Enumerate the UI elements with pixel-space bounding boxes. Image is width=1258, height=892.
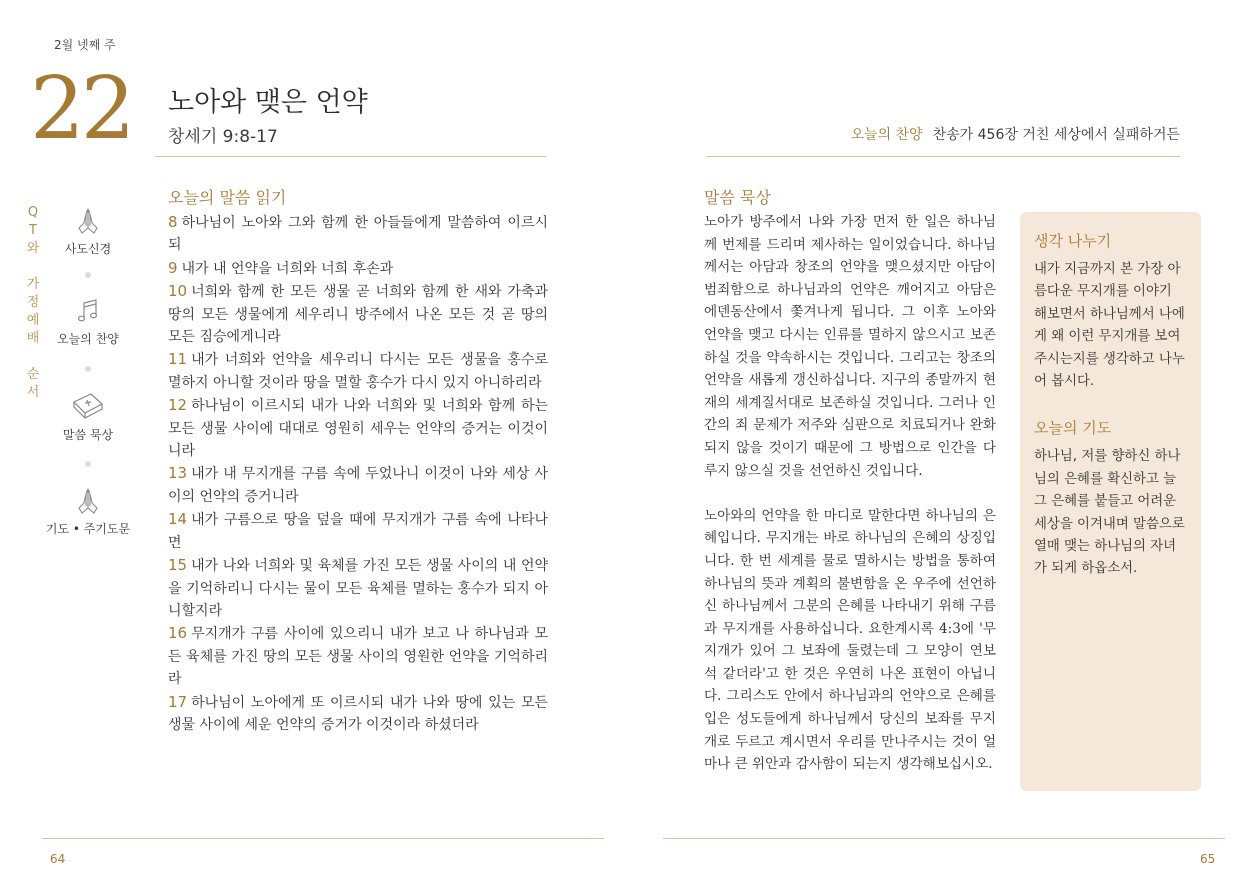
meditation-heading: 말씀 묵상 bbox=[704, 188, 771, 207]
verse-number: 8 bbox=[168, 213, 178, 231]
meditation-paragraph: 노아와의 언약을 한 마디로 말한다면 하나님의 은혜입니다. 무지개는 바로 하나님의 은혜의 상징입니다. 한 번 세계를 물로 멸하시는 방법을 통하여 하나님의 뜻과 계획의 불변함을 온 우주에 선언하신 하나님께서 그분의 은혜를 나타내기 위해 구름과 무지개를 사용하십니다. 요한계시록 4:3에 '무지개가 있어 그 보좌에 둘렸는데 그 모양이 연보석 같더라'고 한 것은 우연히 나온 표현이 아닙니다. 그리스도 안에서 하나님과의 언약으로 은혜를 입은 성도들에게 하나님께서 당신의 보좌를 무지개로 두르고 계시면서 우리를 만나주시는 것이 얼마나 큰 위안과 감사함이 되는지 생각해보십시오. bbox=[704, 507, 996, 773]
day-number: 22 bbox=[30, 59, 132, 159]
verse-text: 하나님이 이르시되 내가 나와 너희와 및 너희와 함께 하는 모든 생물 사이에 대대로 영원히 세우는 언약의 증거는 이것이니라 bbox=[168, 398, 548, 460]
verse bbox=[168, 211, 548, 257]
page-title: 노아와 맺은 언약 bbox=[168, 87, 368, 118]
verse-text: 내가 나와 너희와 및 육체를 가진 모든 생물 사이의 내 언약을 기억하리니 다시는 물이 모든 육체를 멸하는 홍수가 되지 아니할지라 bbox=[168, 558, 548, 619]
verse-text: 무지개가 구름 사이에 있으리니 내가 보고 나 하나님과 모든 육체를 가진 땅의 모든 생물 사이의 영원한 언약을 기억하리라 bbox=[168, 626, 548, 688]
verse bbox=[168, 394, 548, 462]
verse bbox=[168, 280, 548, 348]
prayer-text: 하나님, 저를 향하신 하나님의 은혜를 확신하고 늘 그 은혜를 붙들고 어려운 세상을 이겨내며 말씀으로 열매 맺는 하나님의 자녀가 되게 하옵소서. bbox=[1034, 449, 1185, 577]
header-rule-right bbox=[706, 156, 1180, 157]
sharing-heading: 생각 나누기 bbox=[1034, 232, 1112, 250]
vertical-label-char: 서 bbox=[26, 385, 40, 400]
hymn-text: 찬송가 456장 거친 세상에서 실패하거든 bbox=[932, 127, 1180, 143]
verse-text: 너희와 함께 한 모든 생물 곧 너희와 함께 한 새와 가축과 땅의 모든 생물에게 세우리니 방주에서 나온 모든 것 곧 땅의 모든 짐승에게니라 bbox=[168, 284, 548, 346]
vertical-label-char: 예 bbox=[26, 313, 40, 328]
vertical-label-char bbox=[26, 258, 40, 276]
music-note-icon bbox=[73, 296, 103, 326]
verse-number: 11 bbox=[168, 350, 188, 369]
sidebar-item-label: 기도 • 주기도문 bbox=[45, 522, 131, 536]
vertical-label-char: 배 bbox=[26, 331, 40, 346]
verse bbox=[168, 508, 548, 554]
bible-icon bbox=[71, 390, 105, 422]
verse-number: 10 bbox=[168, 282, 188, 301]
praying-hands-icon bbox=[73, 486, 103, 516]
verse-text: 하나님이 노아와 그와 함께 한 아들들에게 말씀하여 이르시되 bbox=[168, 215, 548, 254]
verse bbox=[168, 462, 548, 508]
vertical-label-char: 정 bbox=[26, 295, 40, 310]
verse-text: 하나님이 노아에게 또 이르시되 내가 나와 땅에 있는 모든 생물 사이에 세운 언약의 증거가 이것이라 하셨더라 bbox=[168, 694, 548, 733]
sharing-prayer-box bbox=[1020, 212, 1201, 791]
vertical-label-char bbox=[26, 348, 40, 366]
verse-number: 12 bbox=[168, 396, 188, 415]
sidebar-dot bbox=[85, 461, 91, 467]
verse-text: 내가 구름으로 땅을 덮을 때에 무지개가 구름 속에 나타나면 bbox=[168, 512, 548, 551]
vertical-label-char: Q bbox=[27, 205, 39, 220]
verse-number: 17 bbox=[168, 692, 188, 711]
sidebar-item-prayer bbox=[38, 486, 138, 537]
verse-text: 내가 너희와 언약을 세우리니 다시는 모든 생물을 홍수로 멸하지 아니할 것이라 땅을 멸할 홍수가 다시 있지 아니하리라 bbox=[168, 352, 548, 391]
vertical-label-char: 순 bbox=[26, 367, 40, 382]
meditation-text bbox=[704, 211, 996, 776]
verse bbox=[168, 257, 548, 280]
prayer-heading: 오늘의 기도 bbox=[1034, 419, 1112, 438]
verse-text: 내가 내 언약을 너희와 너희 후손과 bbox=[181, 260, 394, 277]
verse-number: 13 bbox=[168, 464, 188, 483]
verse bbox=[168, 348, 548, 394]
hymn-label: 오늘의 찬양 bbox=[850, 127, 923, 143]
header-rule-left bbox=[155, 156, 546, 157]
verse bbox=[168, 622, 548, 690]
sidebar-item-apostles-creed bbox=[38, 206, 138, 257]
vertical-label-char: 가 bbox=[26, 277, 40, 292]
scripture-reference: 창세기 9:8-17 bbox=[168, 127, 278, 147]
todays-hymn bbox=[851, 124, 1180, 144]
vertical-label-char: 와 bbox=[26, 241, 40, 256]
page-number-right: 65 bbox=[1200, 852, 1216, 866]
verse-number: 14 bbox=[168, 510, 188, 529]
sidebar-dot bbox=[85, 366, 91, 372]
sidebar-item-label: 오늘의 찬양 bbox=[57, 332, 119, 346]
page-number-left: 64 bbox=[50, 852, 66, 866]
sidebar-item-label: 사도신경 bbox=[64, 242, 112, 256]
praying-hands-icon bbox=[73, 206, 103, 236]
sidebar-dot bbox=[85, 272, 91, 278]
verse-text: 내가 내 무지개를 구름 속에 두었나니 이것이 나와 세상 사이의 언약의 증거니라 bbox=[168, 466, 548, 505]
sidebar-item-word-meditation bbox=[38, 390, 138, 443]
verse-number: 9 bbox=[168, 258, 178, 277]
sidebar-item-label: 말씀 묵상 bbox=[62, 428, 114, 442]
verse bbox=[168, 554, 548, 622]
reading-heading: 오늘의 말씀 읽기 bbox=[168, 188, 287, 207]
verse-number: 16 bbox=[168, 624, 188, 643]
week-label: 2월 넷째 주 bbox=[54, 38, 116, 52]
meditation-paragraph: 노아가 방주에서 나와 가장 먼저 한 일은 하나님께 번제를 드리며 제사하는 일이었습니다. 하나님께서는 아담과 창조의 언약을 맺으셨지만 아담이 범죄함으로 하나님과의 언약은 깨어지고 아담은 에덴동산에서 쫓겨나게 됩니다. 그 이후 노아와 언약을 맺고 다시는 인류를 멸하지 않으시고 보존하실 것을 약속하시는 것입니다. 그리고는 창조의 언약을 새롭게 갱신하십니다. 지구의 종말까지 현재의 세계질서대로 보존하실 것입니다. 그러나 인간의 죄 문제가 저주와 심판으로 치료되거나 완화되지 않을 것이기 때문에 그 방법으로 인간을 다루지 않으실 것을 선언하신 것입니다. bbox=[704, 214, 996, 479]
footer-rule-right bbox=[663, 838, 1225, 839]
verse-number: 15 bbox=[168, 556, 188, 575]
vertical-label-char: T bbox=[29, 223, 37, 238]
footer-rule-left bbox=[42, 838, 604, 839]
sharing-text: 내가 지금까지 본 가장 아름다운 무지개를 이야기 해보면서 하나님께서 나에게 왜 이런 무지개를 보여주시는지를 생각하고 나누어 봅시다. bbox=[1034, 262, 1185, 390]
sidebar-item-todays-hymn bbox=[38, 296, 138, 347]
scripture-text bbox=[168, 211, 548, 736]
verse bbox=[168, 691, 548, 737]
